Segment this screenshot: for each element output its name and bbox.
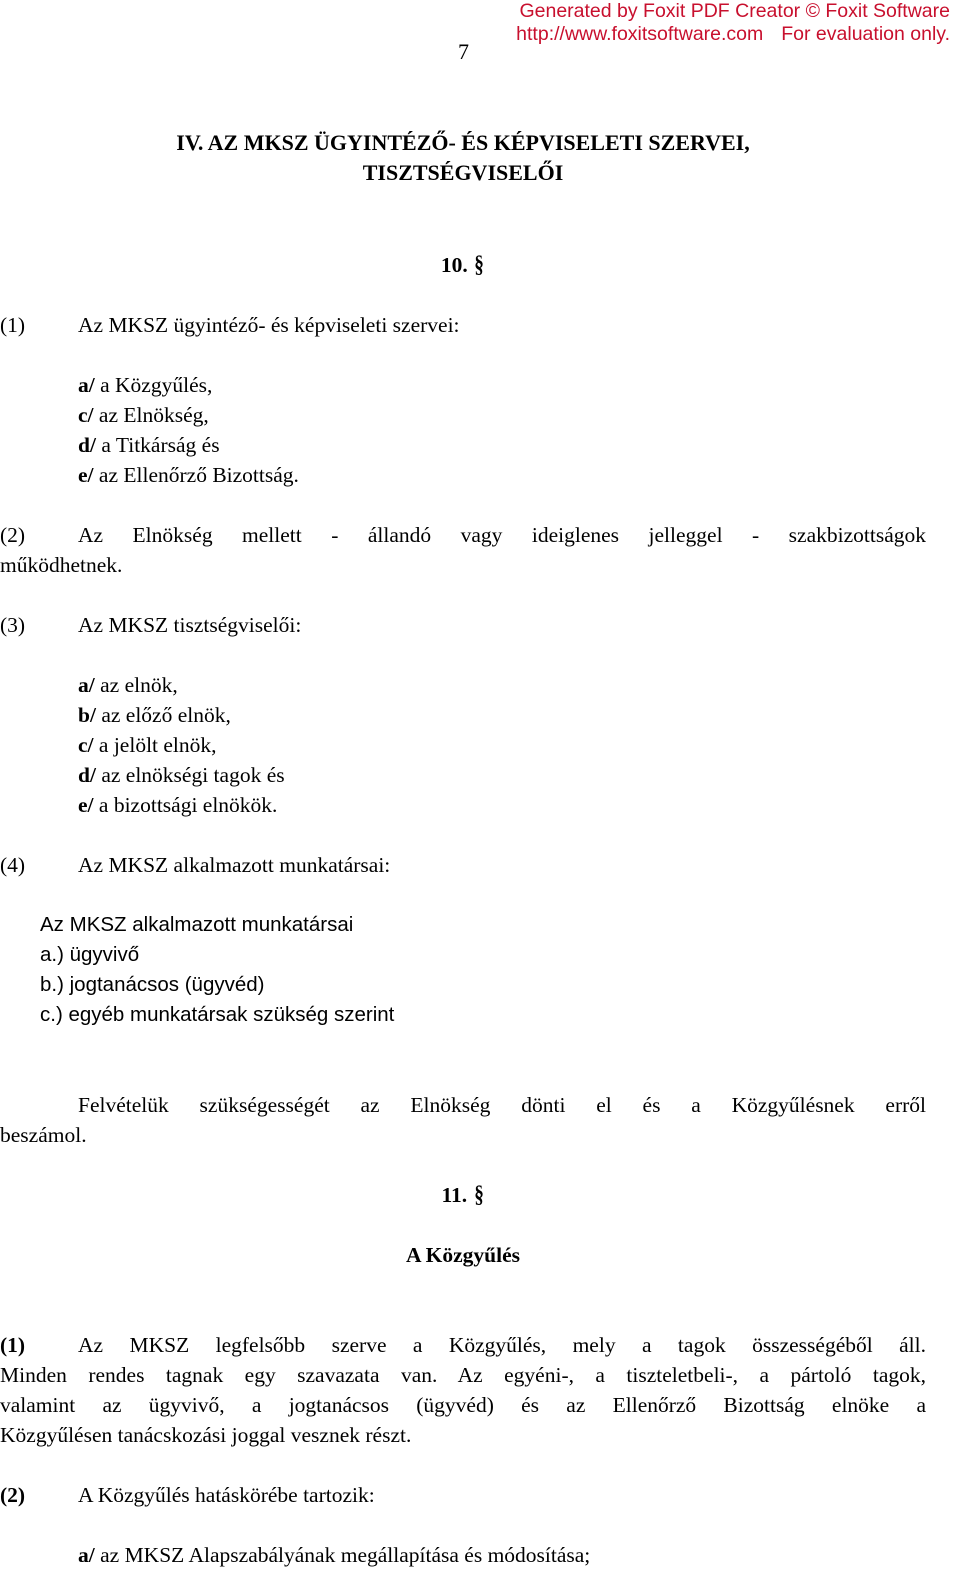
paragraph-text: A Közgyűlés hatáskörébe tartozik: (78, 1483, 375, 1507)
paragraph-number: (1) (0, 1333, 26, 1357)
staff-note-line-2: beszámol. (0, 1123, 87, 1147)
watermark-line: Generated by Foxit PDF Creator © Foxit Software (519, 0, 950, 22)
watermark-note: For evaluation only. (781, 23, 950, 45)
watermark (516, 0, 950, 46)
paragraph-text: Az MKSZ alkalmazott munkatársai: (78, 853, 391, 877)
chapter-title-line-1: IV. AZ MKSZ ÜGYINTÉZŐ- ÉS KÉPVISELETI SZERVEI, (176, 130, 750, 155)
list-item: c/ az Elnökség, (78, 403, 209, 427)
section-11-heading (0, 1180, 926, 1210)
list-item: d/ az elnökségi tagok és (78, 763, 285, 787)
staff-heading: Az MKSZ alkalmazott munkatársai (40, 913, 354, 936)
paragraph-3 (0, 610, 301, 640)
paragraph-2-line-1 (0, 520, 926, 550)
list-item: a/ a Közgyűlés, (78, 373, 213, 397)
list-item: a/ az MKSZ Alapszabályának megállapítása és módosítása; (78, 1543, 591, 1567)
paragraph-number: (1) (0, 313, 26, 337)
list-item: a/ az elnök, (78, 673, 178, 697)
list-item: c/ a jelölt elnök, (78, 733, 217, 757)
section-number: 11. (441, 1183, 468, 1207)
section-number: 10. (440, 253, 468, 277)
staff-note-line-1: Felvételük szükségességét az Elnökség dönti el és a Közgyűlésnek erről (78, 1093, 926, 1117)
staff-item: b.) jogtanácsos (ügyvéd) (40, 973, 265, 996)
paragraph-2-line-2: működhetnek. (0, 553, 123, 577)
list-item: b/ az előző elnök, (78, 703, 231, 727)
section-11-paragraph-1-line-1: (1) Az MKSZ legfelsőbb szerve a Közgyűlés, mely a tagok összességéből áll. (0, 1330, 926, 1360)
section-sign-icon: § (473, 1182, 484, 1208)
list-item: e/ a bizottsági elnökök. (78, 793, 278, 817)
section-11-paragraph-1-line-3: valamint az ügyvivő, a jogtanácsos (ügyvéd) és az Ellenőrző Bizottság elnöke a (0, 1393, 926, 1417)
section-11-paragraph-2 (0, 1480, 375, 1510)
paragraph-4 (0, 850, 390, 880)
paragraph-text: Az Elnökség mellett - állandó vagy ideiglenes jelleggel - szakbizottságok (78, 523, 926, 547)
paragraph-1 (0, 310, 460, 340)
chapter-title-line-2: TISZTSÉGVISELŐI (362, 160, 564, 185)
list-item: d/ a Titkárság és (78, 433, 220, 457)
paragraph-number: (2) (0, 523, 26, 547)
section-10-heading (0, 250, 926, 280)
list-item: e/ az Ellenőrző Bizottság. (78, 463, 299, 487)
section-11-paragraph-1-line-4: Közgyűlésen tanácskozási joggal vesznek részt. (0, 1423, 412, 1447)
paragraph-number: (3) (0, 613, 26, 637)
section-11-paragraph-1-line-2: Minden rendes tagnak egy szavazata van. Az egyéni-, a tiszteletbeli-, a pártoló tagok, (0, 1363, 926, 1387)
staff-item: a.) ügyvivő (40, 943, 140, 966)
section-11-title: A Közgyűlés (405, 1243, 521, 1267)
paragraph-number: (2) (0, 1483, 26, 1507)
paragraph-number: (4) (0, 853, 26, 877)
page-number: 7 (458, 39, 469, 64)
watermark-url[interactable]: http://www.foxitsoftware.com (516, 23, 764, 45)
staff-item: c.) egyéb munkatársak szükség szerint (40, 1003, 395, 1026)
paragraph-text: Az MKSZ tisztségviselői: (78, 613, 302, 637)
section-sign-icon: § (474, 252, 484, 278)
paragraph-text: Az MKSZ ügyintéző- és képviseleti szervei: (78, 313, 460, 337)
